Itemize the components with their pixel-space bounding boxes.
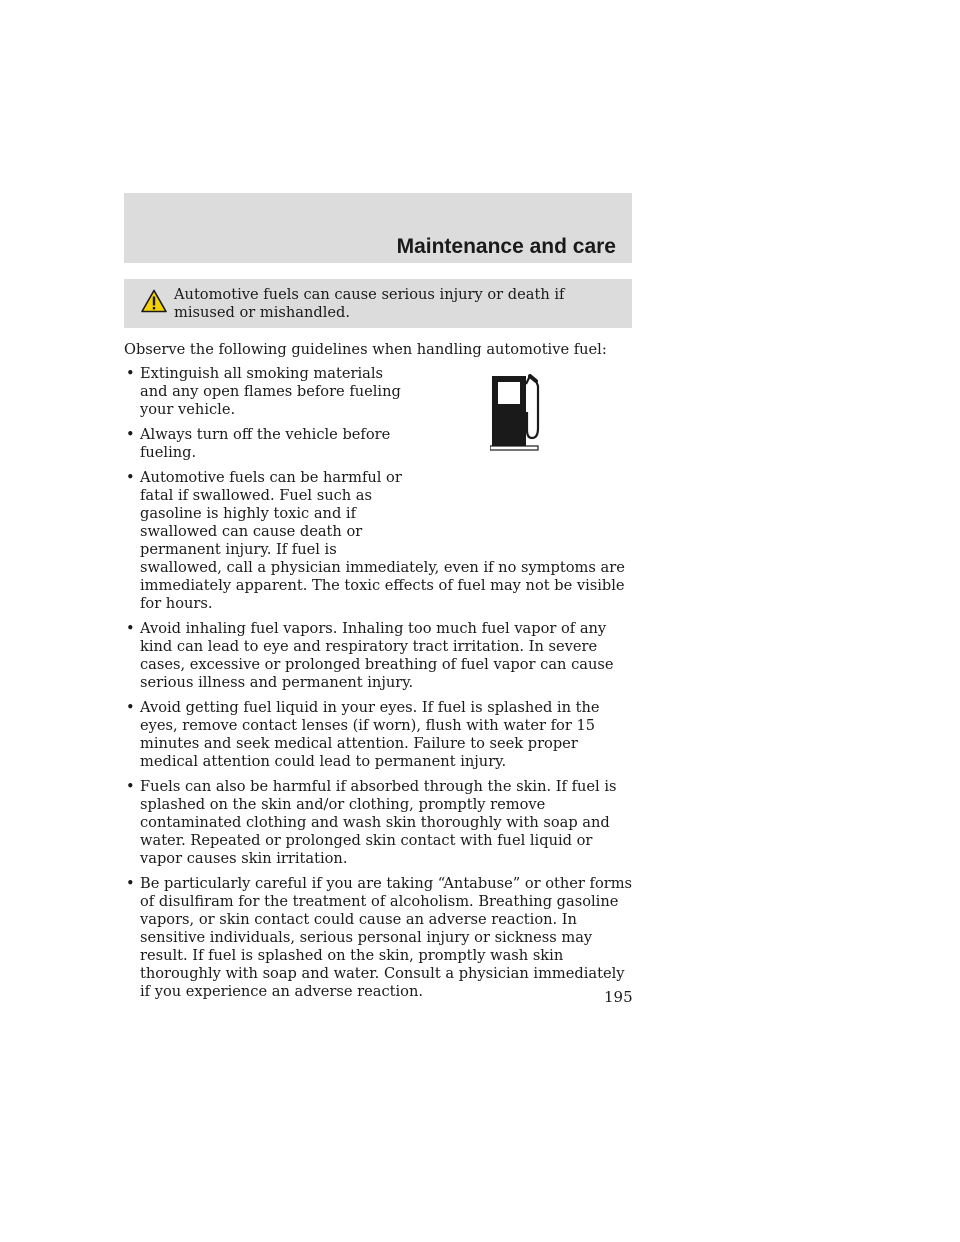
list-item-text: Avoid inhaling fuel vapors. Inhaling too much fuel vapor of any kind can lead to eye and respiratory tract irritation. In severe cases, excessive or prolonged breathing of fuel vapor can cause serious illness and permanent injury. [140,620,614,691]
list-item [124,365,402,419]
list-item [124,426,402,462]
intro-paragraph: Observe the following guidelines when handling automotive fuel: [124,341,607,358]
list-item [124,620,636,692]
section-title: Maintenance and care [396,235,616,258]
list-item-text: Extinguish all smoking materials and any open flames before fueling your vehicle. [140,365,401,418]
list-item [124,469,636,613]
list-item-text: Avoid getting fuel liquid in your eyes. If fuel is splashed in the eyes, remove contact lenses (if worn), flush with water for 15 minutes and seek medical attention. Failure to seek proper medical attention could lead to permanent injury. [140,699,600,770]
list-item-text: Always turn off the vehicle before fueling. [140,426,391,461]
bullet-symbol: • [126,426,135,443]
fuel-guidelines-list [124,365,636,1008]
list-item-text: Be particularly careful if you are taking “Antabuse” or other forms of disulfiram for the treatment of alcoholism. Breathing gasoline vapors, or skin contact could cause an adverse reaction. In sensitive individuals, serious personal injury or sickness may result. If fuel is splashed on the skin, promptly wash skin thoroughly with soap and water. Consult a physician immediately if you experience an adverse reaction. [140,875,633,1000]
warning-triangle-icon [141,289,167,313]
warning-box [124,279,632,328]
list-item [124,875,636,1001]
list-item [124,699,636,771]
list-item-text-continued: swallowed, call a physician immediately, even if no symptoms are immediately apparent. The toxic effects of fuel may not be visible for hours. [140,559,625,612]
list-item [124,778,636,868]
list-item-text: Fuels can also be harmful if absorbed through the skin. If fuel is splashed on the skin and/or clothing, promptly remove contaminated clothing and wash skin thoroughly with soap and water. Repeated or prolonged skin contact with fuel liquid or vapor causes skin irritation. [140,778,617,867]
bullet-symbol: • [126,699,135,716]
bullet-symbol: • [126,469,135,486]
warning-text: Automotive fuels can cause serious injury or death if misused or mishandled. [174,286,565,321]
list-item-text: Automotive fuels can be harmful or fatal if swallowed. Fuel such as gasoline is highly toxic and if swallowed can cause death or permanent injury. If fuel is [140,469,402,558]
bullet-symbol: • [126,365,135,382]
bullet-symbol: • [126,620,135,637]
bullet-symbol: • [126,778,135,795]
page-number: 195 [604,988,633,1006]
section-header-band [124,193,632,263]
bullet-symbol: • [126,875,135,892]
